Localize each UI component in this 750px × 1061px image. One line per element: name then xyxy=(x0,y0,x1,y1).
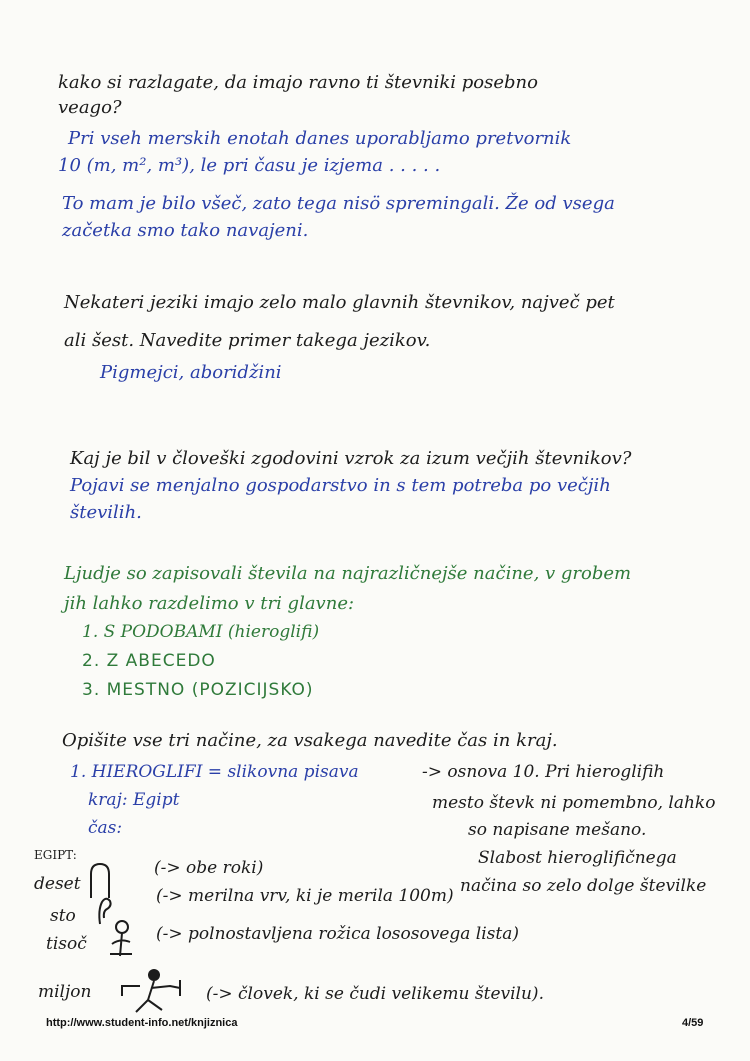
question-1-line-2: veago? xyxy=(58,97,122,118)
label-miljon: miljon xyxy=(38,982,92,1002)
question-3-line-1: Kaj je bil v človeški zgodovini vzrok za izum večjih števnikov? xyxy=(70,448,632,469)
thousand-hieroglyph-icon xyxy=(108,918,136,958)
label-deset: deset xyxy=(34,874,81,894)
notes-line-2: jih lahko razdelimo v tri glavne: xyxy=(64,593,355,614)
q4-cas: čas: xyxy=(88,818,123,838)
question-2-line-1: Nekateri jeziki imajo zelo malo glavnih števnikov, največ pet xyxy=(64,292,615,313)
q4-right-note-2: so napisane mešano. xyxy=(468,820,647,840)
q4-kraj: kraj: Egipt xyxy=(88,790,180,810)
q4-right-note-4: načina so zelo dolge številke xyxy=(460,876,707,896)
notes-item-1: 1. S PODOBAMI (hieroglifi) xyxy=(82,622,320,642)
page-number: 4/59 xyxy=(682,1017,704,1029)
label-sto: sto xyxy=(50,906,76,926)
ten-hieroglyph-icon xyxy=(88,862,112,900)
answer-1-line-4: začetka smo tako navajeni. xyxy=(62,220,309,241)
notes-line-1: Ljudje so zapisovali števila na najrazličnejše načine, v grobem xyxy=(64,563,632,584)
answer-3-line-2: številih. xyxy=(70,502,142,523)
desc-tisoc: (-> polnostavljena rožica lososovega lista) xyxy=(156,924,520,944)
q4-right-note-3: Slabost hieroglifičnega xyxy=(478,848,677,868)
question-1-line-1: kako si razlagate, da imajo ravno ti števniki posebno xyxy=(58,72,538,93)
q4-arrow-note: -> osnova 10. Pri hieroglifih xyxy=(422,762,665,782)
answer-3-line-1: Pojavi se menjalno gospodarstvo in s tem potreba po večjih xyxy=(70,475,611,496)
desc-sto: (-> merilna vrv, ki je merila 100m) xyxy=(156,886,454,906)
question-2-line-2: ali šest. Navedite primer takega jezikov. xyxy=(64,330,431,351)
notes-item-3: 3. MESTNO (POZICIJSKO) xyxy=(82,680,314,700)
answer-1-line-2: 10 (m, m², m³), le pri času je izjema . . . . . xyxy=(58,155,441,176)
q4-right-note-1: mesto števk ni pomembno, lahko xyxy=(432,793,716,813)
desc-deset: (-> obe roki) xyxy=(154,858,264,878)
answer-1-line-1: Pri vseh merskih enotah danes uporabljamo pretvornik xyxy=(68,128,572,149)
answer-1-line-3: To mam je bilo všeč, zato tega nisö spremingali. Že od vsega xyxy=(62,193,615,214)
label-tisoc: tisoč xyxy=(46,934,87,954)
notes-item-2: 2. Z ABECEDO xyxy=(82,651,216,671)
answer-2: Pigmejci, aboridžini xyxy=(100,362,282,383)
footer-url[interactable]: http://www.student-info.net/knjiznica xyxy=(46,1017,238,1029)
desc-miljon: (-> človek, ki se čudi velikemu številu). xyxy=(206,984,544,1004)
egipt-label: EGIPT: xyxy=(34,848,77,862)
question-4: Opišite vse tri načine, za vsakega navedite čas in kraj. xyxy=(62,730,558,751)
q4-heading: 1. HIEROGLIFI = slikovna pisava xyxy=(70,762,359,782)
million-hieroglyph-icon xyxy=(118,966,188,1014)
